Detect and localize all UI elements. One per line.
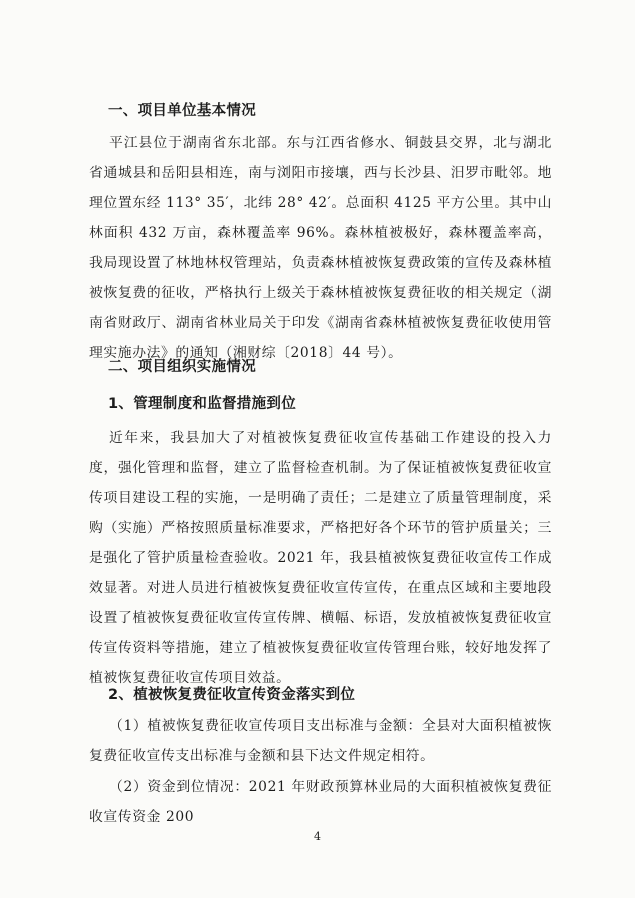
section-heading-implementation: 二、项目组织实施情况: [108, 359, 256, 375]
paragraph-management-details: 近年来，我县加大了对植被恢复费征收宣传基础工作建设的投入力度，强化管理和监督，建立了监督检查机制。为了保证植被恢复费征收宣传项目建设工程的实施，一是明确了责任；二是建立了质量管理制度，采购（实施）严格按照质量标准要求，严格把好各个环节的管护质量关；三是强化了管护质量检查验收。2021 年，我县植被恢复费征收宣传工作成效显著。对进人员进行植被恢复费征收宣传宣传，在重点区域和主要地段设置了植被恢复费征收宣传宣传牌、横幅、标语，发放植被恢复费征收宣传宣传资料等措施，建立了植被恢复费征收宣传管理台账，较好地发挥了植被恢复费征收宣传项目效益。: [89, 430, 552, 686]
paragraph-county-overview: 平江县位于湖南省东北部。东与江西省修水、铜鼓县交界，北与湖北省通城县和岳阳县相连，南与浏阳市接壤，西与长沙县、汨罗市毗邻。地理位置东经 113° 35′，北纬 28° 42′。总面积 4125 平方公里。其中山林面积 432 万亩，森林覆盖率 96%。森林植被极好，森林覆盖率高，我局现设置了林地林权管理站，负责森林植被恢复费政策的宣传及森林植被恢复费的征收，严格执行上级关于森林植被恢复费征收的相关规定（湖南省财政厅、湖南省林业局关于印发《湖南省森林植被恢复费征收使用管理实施办法》的通知（湘财综〔2018〕44 号）。: [89, 135, 552, 361]
paragraph-expenditure-standard: （1）植被恢复费征收宣传项目支出标准与金额：全县对大面积植被恢复费征收宣传支出标准与金额和县下达文件规定相符。: [89, 718, 552, 764]
subsection-heading-funds: 2、植被恢复费征收宣传资金落实到位: [108, 687, 356, 703]
page-number: 4: [314, 830, 321, 843]
section-heading-basic-info: 一、项目单位基本情况: [108, 103, 256, 119]
subsection-heading-management: 1、管理制度和监督措施到位: [108, 396, 296, 412]
paragraph-fund-arrival: （2）资金到位情况：2021 年财政预算林业局的大面积植被恢复费征收宣传资金 200: [89, 779, 552, 825]
